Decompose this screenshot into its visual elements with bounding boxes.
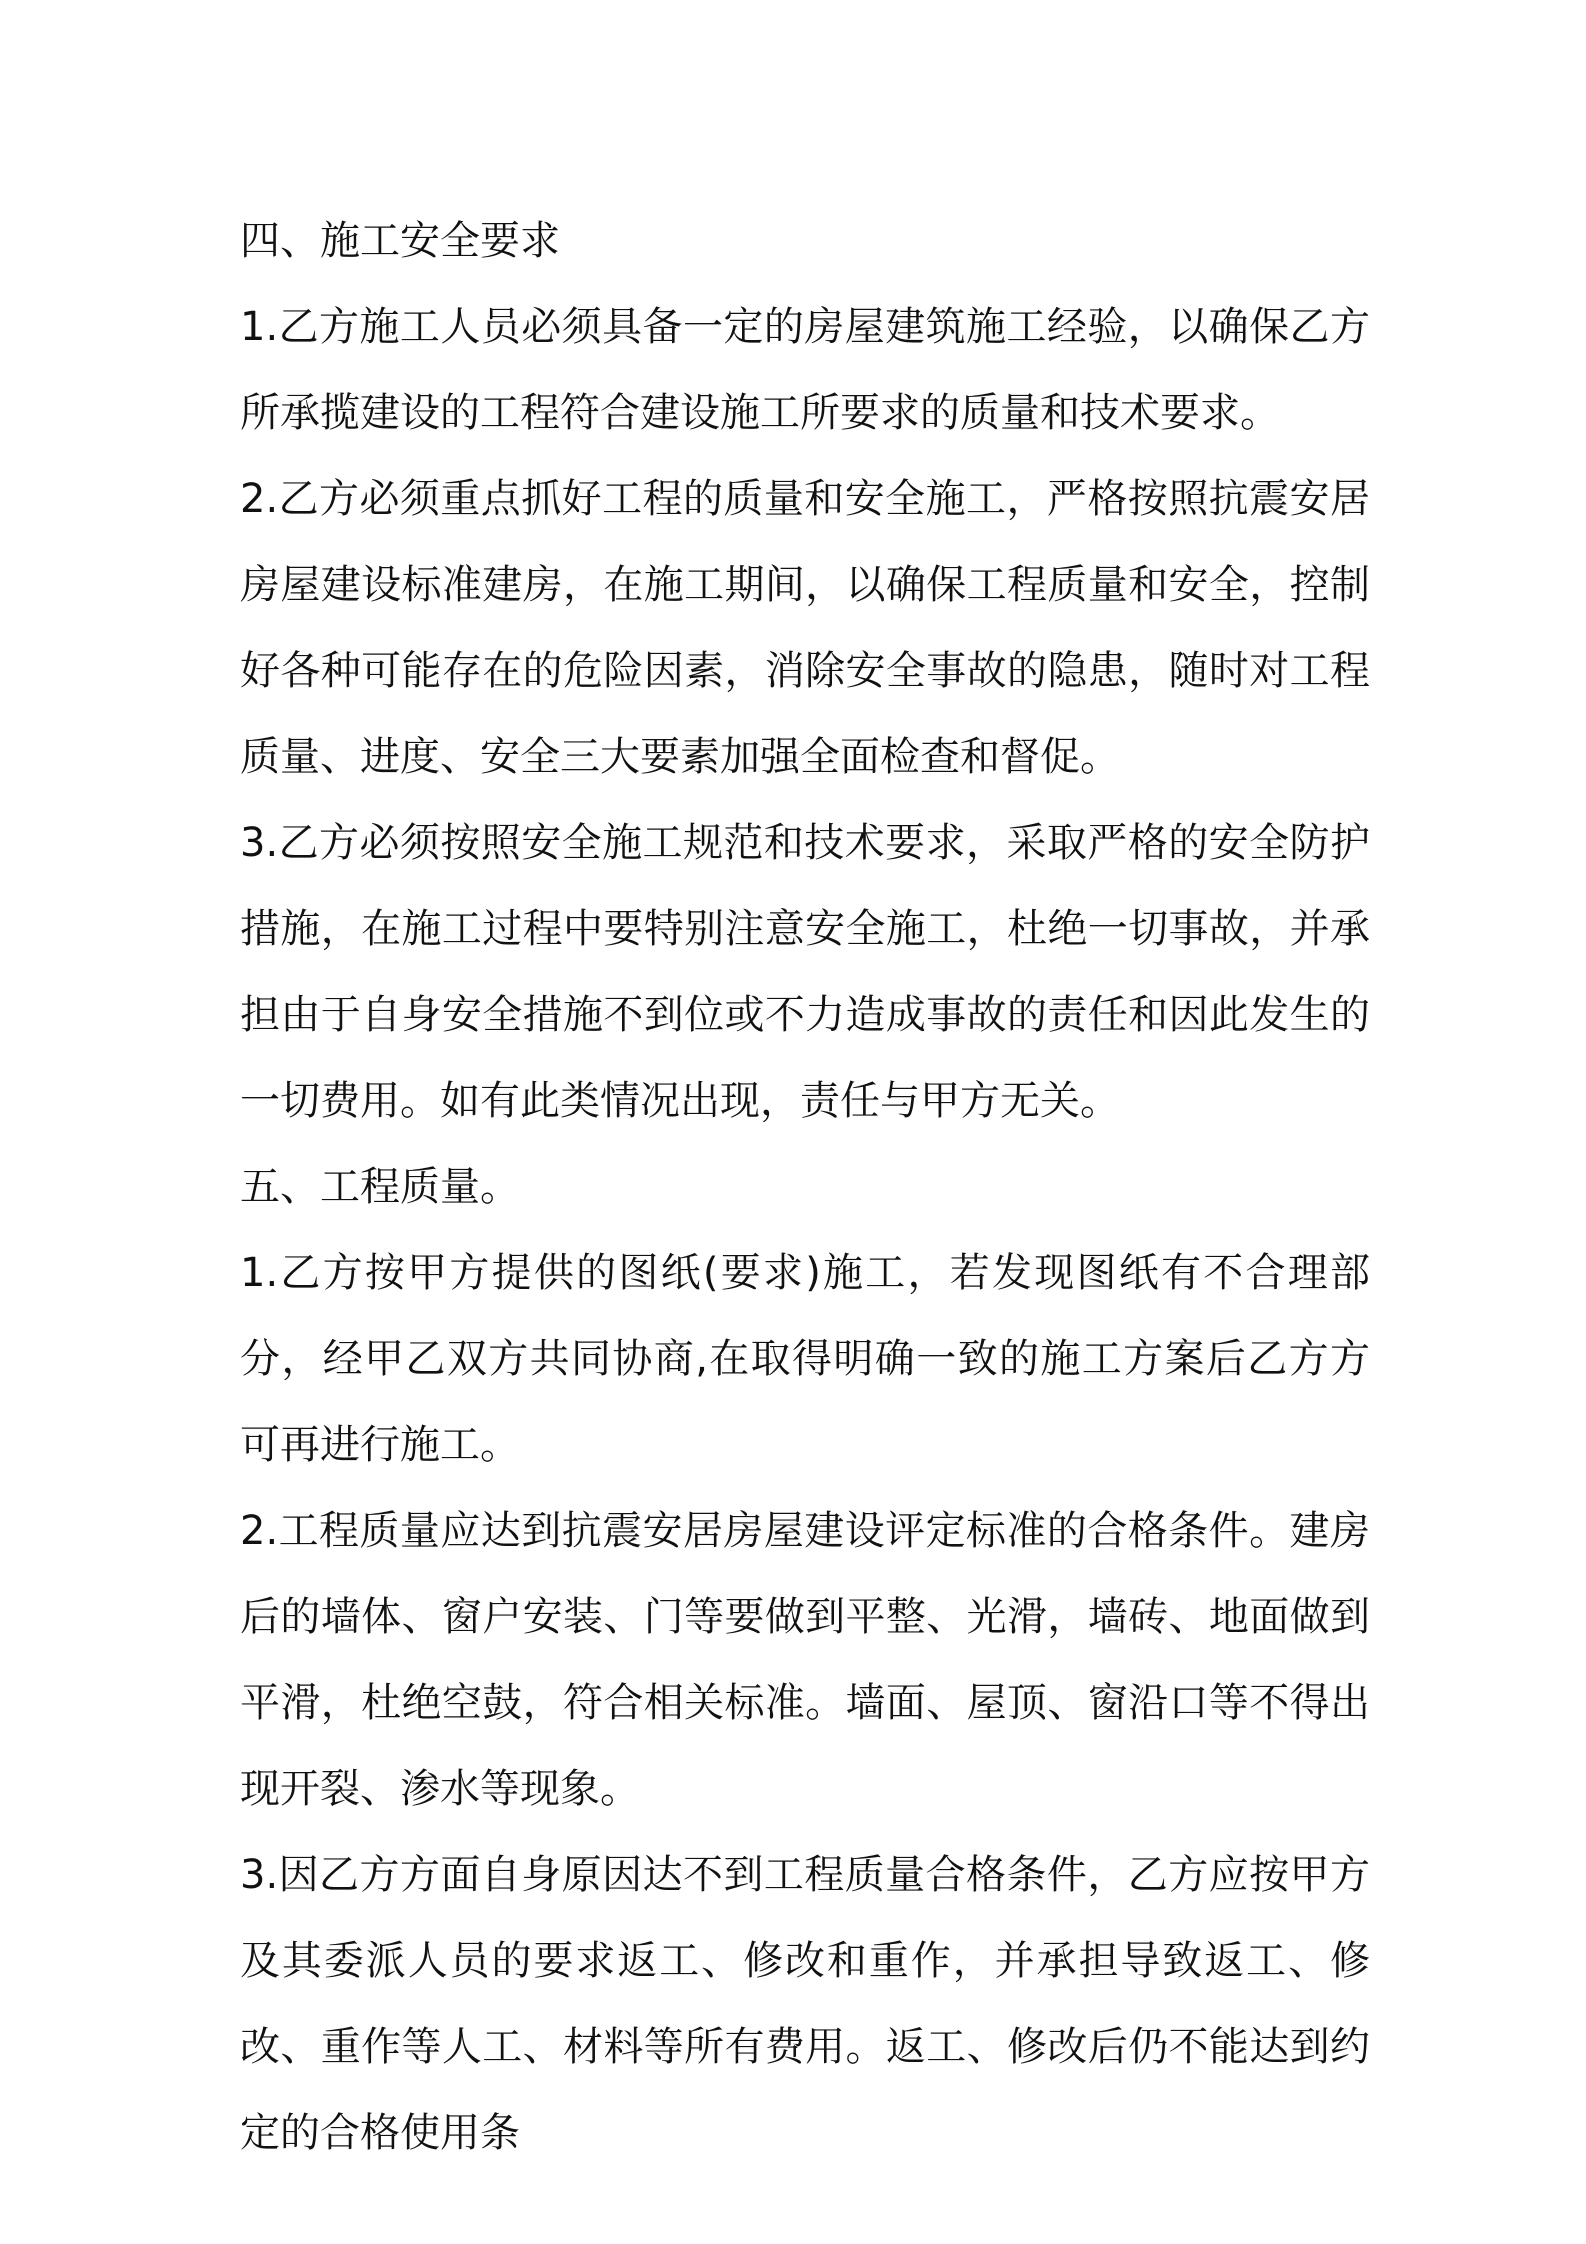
paragraph: 1.乙方施工人员必须具备一定的房屋建筑施工经验，以确保乙方所承揽建设的工程符合建设施工所要求的质量和技术要求。 (240, 304, 1370, 436)
document-body (240, 198, 1370, 2176)
paragraph: 3.因乙方方面自身原因达不到工程质量合格条件，乙方应按甲方及其委派人员的要求返工、修改和重作，并承担导致返工、修改、重作等人工、材料等所有费用。返工、修改后仍不能达到约定的合格使用条 (240, 1852, 1370, 2156)
paragraph: 2.工程质量应达到抗震安居房屋建设评定标准的合格条件。建房后的墙体、窗户安装、门等要做到平整、光滑，墙砖、地面做到平滑，杜绝空鼓，符合相关标准。墙面、屋顶、窗沿口等不得出现开裂、渗水等现象。 (240, 1508, 1370, 1812)
paragraph: 3.乙方必须按照安全施工规范和技术要求，采取严格的安全防护措施，在施工过程中要特别注意安全施工，杜绝一切事故，并承担由于自身安全措施不到位或不力造成事故的责任和因此发生的一切费用。如有此类情况出现，责任与甲方无关。 (240, 820, 1370, 1124)
section-heading: 五、工程质量。 (240, 1164, 520, 1210)
paragraph: 1.乙方按甲方提供的图纸(要求)施工，若发现图纸有不合理部分，经甲乙双方共同协商,在取得明确一致的施工方案后乙方方可再进行施工。 (240, 1250, 1370, 1468)
section-heading: 四、施工安全要求 (240, 218, 560, 264)
paragraph: 2.乙方必须重点抓好工程的质量和安全施工，严格按照抗震安居房屋建设标准建房，在施工期间，以确保工程质量和安全，控制好各种可能存在的危险因素，消除安全事故的隐患，随时对工程质量、进度、安全三大要素加强全面检查和督促。 (240, 476, 1370, 780)
